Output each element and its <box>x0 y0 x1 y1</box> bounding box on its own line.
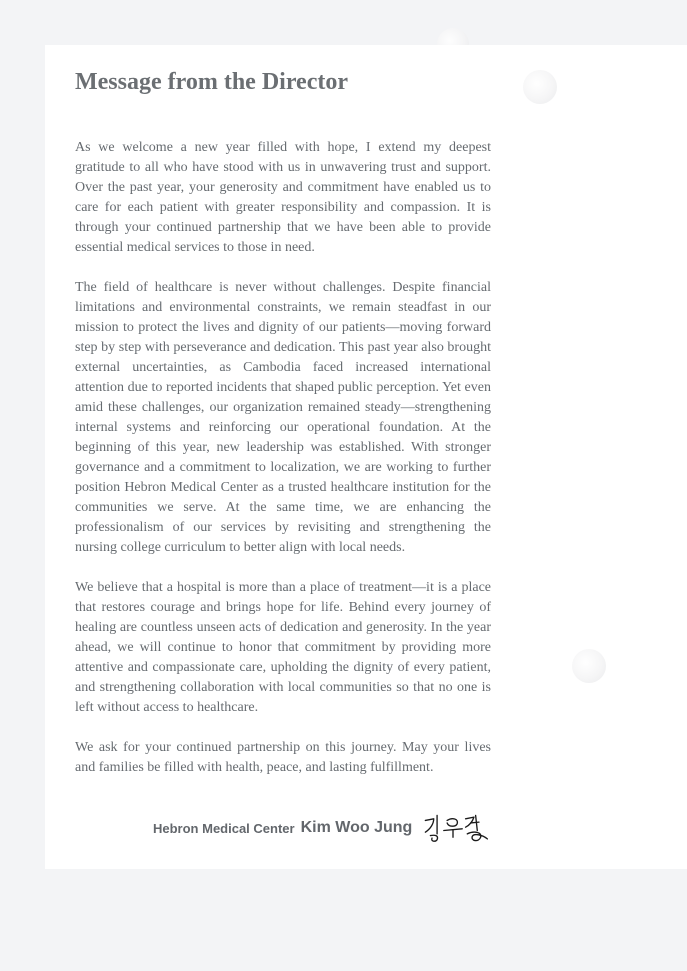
decorative-bubble <box>572 649 606 683</box>
paragraph: As we welcome a new year filled with hope, I extend my deepest gratitude to all who have stood with us in unwavering trust and support. Over the past year, your generosity and commitment have enabled us to care for each patient with greater responsibility and compassion. It is through your continued partnership that we have been able to provide essential medical services to those in need. <box>75 140 491 255</box>
page-title: Message from the Director <box>75 69 348 95</box>
signature-block <box>153 808 491 848</box>
decorative-bubble <box>523 70 557 104</box>
signature-name: Kim Woo Jung <box>300 819 413 836</box>
letter-body <box>75 138 491 778</box>
handwritten-signature <box>422 809 491 847</box>
paragraph: The field of healthcare is never without challenges. Despite financial limitations and environmental constraints, we remain steadfast in our mission to protect the lives and dignity of our patients—moving forward step by step with perseverance and dedication. This past year also brought external uncertainties, as Cambodia faced increased international attention due to reported incidents that shaped public perception. Yet even amid these challenges, our organization remained steady—strengthening internal systems and reinforcing our operational foundation. At the beginning of this year, new leadership was established. With stronger governance and a commitment to localization, we are working to further position Hebron Medical Center as a trusted healthcare institution for the communities we serve. At the same time, we are enhancing the professionalism of our services by revisiting and strengthening the nursing college curriculum to better align with local needs. <box>75 280 491 555</box>
paragraph: We believe that a hospital is more than a place of treatment—it is a place that restores courage and brings hope for life. Behind every journey of healing are countless unseen acts of dedication and generosity. In the year ahead, we will continue to honor that commitment by providing more attentive and compassionate care, upholding the dignity of every patient, and strengthening collaboration with local communities so that no one is left without access to healthcare. <box>75 580 491 715</box>
paragraph: We ask for your continued partnership on this journey. May your lives and families be filled with health, peace, and lasting fulfillment. <box>75 740 491 775</box>
letter-card <box>45 45 687 869</box>
signature-organization: Hebron Medical Center <box>153 820 295 836</box>
